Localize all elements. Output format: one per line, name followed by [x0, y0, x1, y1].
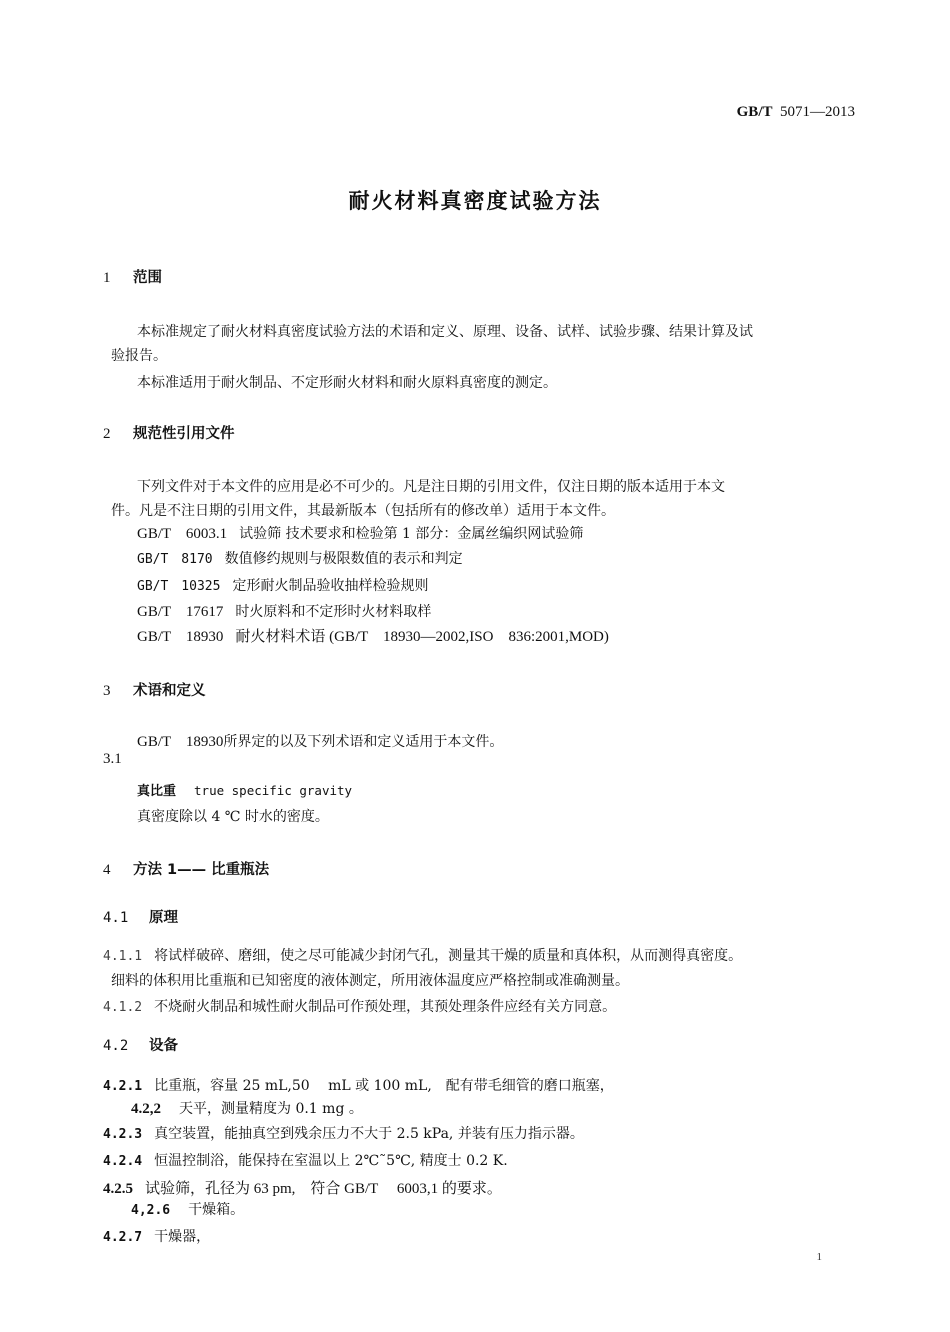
- subsection-title: 设备: [149, 1038, 178, 1054]
- reference-item: [137, 522, 583, 543]
- item-number: 4.2,2: [131, 1101, 161, 1117]
- item-text: 比重瓶，容量 25 mL,50 mL 或 100 mL, 配有带毛细管的磨口瓶塞，: [154, 1078, 614, 1094]
- paragraph-scope-2: 本标准适用于耐火制品、不定形耐火材料和耐火原料真密度的测定。: [137, 375, 557, 391]
- item-text: 试验筛，孔径为 63 pm, 符合 GB/T 6003,1 的要求。: [145, 1181, 502, 1197]
- section-number: 2: [103, 426, 111, 442]
- section-2-heading: [103, 422, 235, 443]
- reference-code: GB/T 18930: [137, 629, 224, 645]
- equipment-item: [131, 1098, 363, 1118]
- section-4-heading: [103, 858, 269, 879]
- item-number: 4.2.3: [103, 1127, 143, 1142]
- clause-4-1-1-continued: 细料的体积用比重瓶和已知密度的液体测定，所用液体温度应严格控制或准确测量。: [111, 973, 629, 989]
- item-number: 4.2.5: [103, 1181, 133, 1197]
- paragraph-scope-1b: 验报告。: [111, 348, 167, 364]
- paragraph-refs-1b: 件。凡是不注日期的引用文件，其最新版本（包括所有的修改单）适用于本文件。: [111, 503, 615, 519]
- reference-code: GB/T 6003.1: [137, 526, 228, 542]
- section-title: 规范性引用文件: [133, 426, 235, 442]
- clause-text: 将试样破碎、磨细，使之尽可能减少封闭气孔，测量其干燥的质量和真体积，从而测得真密度。: [154, 948, 743, 964]
- standard-code-header: [737, 104, 855, 121]
- paragraph-refs-1a: 下列文件对于本文件的应用是必不可少的。凡是注日期的引用文件，仅注日期的版本适用于本文: [137, 479, 725, 495]
- item-text: 天平，测量精度为 0.1 mg 。: [179, 1101, 363, 1117]
- term-chinese: 真比重: [137, 784, 177, 799]
- clause-number: 4.1.2: [103, 1000, 143, 1015]
- item-text: 干燥箱。: [188, 1202, 245, 1218]
- term-entry: [137, 780, 352, 799]
- equipment-item: [103, 1226, 210, 1246]
- page-number: 1: [816, 1251, 822, 1263]
- reference-title: 试验筛 技术要求和检验第 1 部分：金属丝编织网试验筛: [239, 526, 584, 542]
- clause-4-1-1: [103, 945, 742, 965]
- item-text: 干燥器，: [154, 1229, 211, 1245]
- reference-title: 数值修约规则与极限数值的表示和判定: [224, 551, 463, 567]
- reference-title: 耐火材料术语 (GB/T 18930—2002,ISO 836:2001,MOD): [235, 629, 609, 645]
- paragraph-scope-1a: 本标准规定了耐火材料真密度试验方法的术语和定义、原理、设备、试样、试验步骤、结果计算及试: [137, 324, 753, 340]
- section-number: 1: [103, 270, 111, 286]
- clause-number: 4.1.1: [103, 949, 143, 964]
- equipment-item: [103, 1123, 584, 1143]
- reference-item: [137, 575, 428, 595]
- item-text: 恒温控制浴，能保持在室温以上 2℃˜5℃, 精度士 0.2 K.: [154, 1153, 508, 1169]
- subsection-number: 4.2: [103, 1038, 129, 1054]
- item-number: 4,2.6: [131, 1203, 171, 1218]
- reference-code: GB/T 17617: [137, 604, 224, 620]
- section-title: 术语和定义: [133, 683, 206, 699]
- reference-title: 定形耐火制品验收抽样检验规则: [232, 578, 429, 594]
- reference-code: GB/T 10325: [137, 579, 221, 594]
- subsection-4-2-heading: [103, 1034, 178, 1055]
- section-3-heading: [103, 679, 206, 700]
- section-number: 3: [103, 683, 111, 699]
- clause-text: 不烧耐火制品和城性耐火制品可作预处理，其预处理条件应经有关方同意。: [154, 999, 617, 1015]
- document-title: 耐火材料真密度试验方法: [348, 189, 602, 213]
- standard-prefix: GB/T: [736, 104, 773, 120]
- section-number: 4: [103, 862, 111, 878]
- section-title: 范围: [133, 270, 162, 286]
- term-number: 3.1: [103, 751, 122, 767]
- section-title: 方法 1—— 比重瓶法: [133, 862, 270, 878]
- term-english: true specific gravity: [194, 783, 353, 798]
- paragraph-terms: [137, 730, 503, 751]
- reference-item: [137, 625, 609, 646]
- item-number: 4.2.4: [103, 1154, 143, 1169]
- term-source-code: GB/T 18930: [137, 734, 224, 750]
- equipment-item: [103, 1177, 502, 1198]
- item-text: 真空装置，能抽真空到残余压力不大于 2.5 kPa, 并装有压力指示器。: [154, 1126, 584, 1142]
- reference-item: [137, 548, 463, 568]
- subsection-4-1-heading: [103, 906, 178, 927]
- reference-item: [137, 600, 431, 621]
- equipment-item: [103, 1075, 614, 1095]
- item-number: 4.2.1: [103, 1079, 143, 1094]
- reference-title: 时火原料和不定形时火材料取样: [235, 604, 432, 620]
- section-1-heading: [103, 266, 162, 287]
- subsection-title: 原理: [149, 910, 178, 926]
- equipment-item: [131, 1199, 244, 1219]
- equipment-item: [103, 1150, 508, 1170]
- clause-4-1-2: [103, 996, 616, 1016]
- term-source-text: 所界定的以及下列术语和定义适用于本文件。: [223, 734, 504, 750]
- reference-code: GB/T 8170: [137, 552, 213, 567]
- term-definition: 真密度除以 4 ℃ 时水的密度。: [137, 809, 329, 825]
- subsection-number: 4.1: [103, 910, 129, 926]
- item-number: 4.2.7: [103, 1230, 143, 1245]
- standard-number: 5071—2013: [780, 104, 855, 120]
